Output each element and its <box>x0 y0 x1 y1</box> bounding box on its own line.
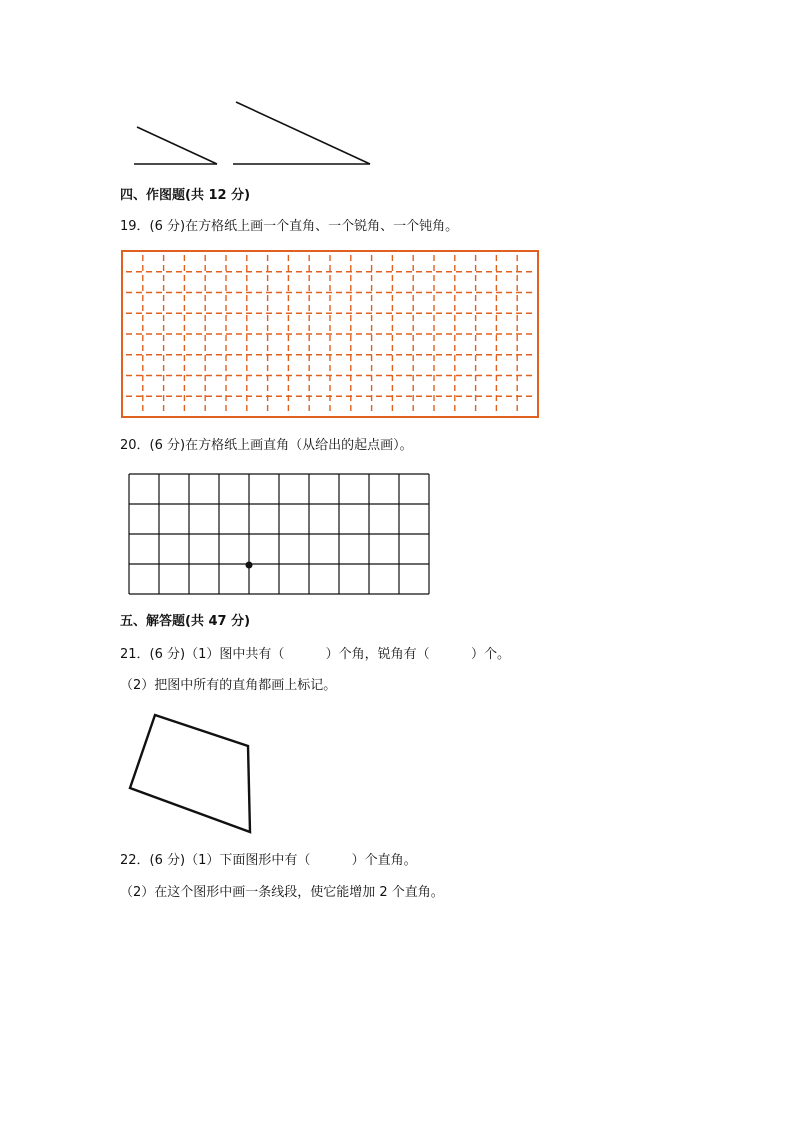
dashed-grid-paper[interactable] <box>122 251 538 417</box>
section-five-heading: 五、解答题(共 47 分) <box>120 614 251 629</box>
question-20-text: 20．(6 分)在方格纸上画直角（从给出的起点画）。 <box>120 438 413 453</box>
start-point-dot <box>246 562 253 569</box>
question-21-line2: （2）把图中所有的直角都画上标记。 <box>120 678 337 693</box>
question-22-line1: 22．(6 分)（1）下面图形中有（ ）个直角。 <box>120 853 417 868</box>
question-21-line1: 21．(6 分)（1）图中共有（ ）个角，锐角有（ ）个。 <box>120 647 511 662</box>
quadrilateral-figure <box>130 715 250 832</box>
acute-angle-small <box>134 127 217 164</box>
acute-angle-large <box>233 102 370 164</box>
question-22-line2: （2）在这个图形中画一条线段，使它能增加 2 个直角。 <box>120 885 444 900</box>
question-19-text: 19．(6 分)在方格纸上画一个直角、一个锐角、一个钝角。 <box>120 219 459 234</box>
section-four-heading: 四、作图题(共 12 分) <box>120 188 251 203</box>
square-grid-paper[interactable] <box>129 474 429 594</box>
